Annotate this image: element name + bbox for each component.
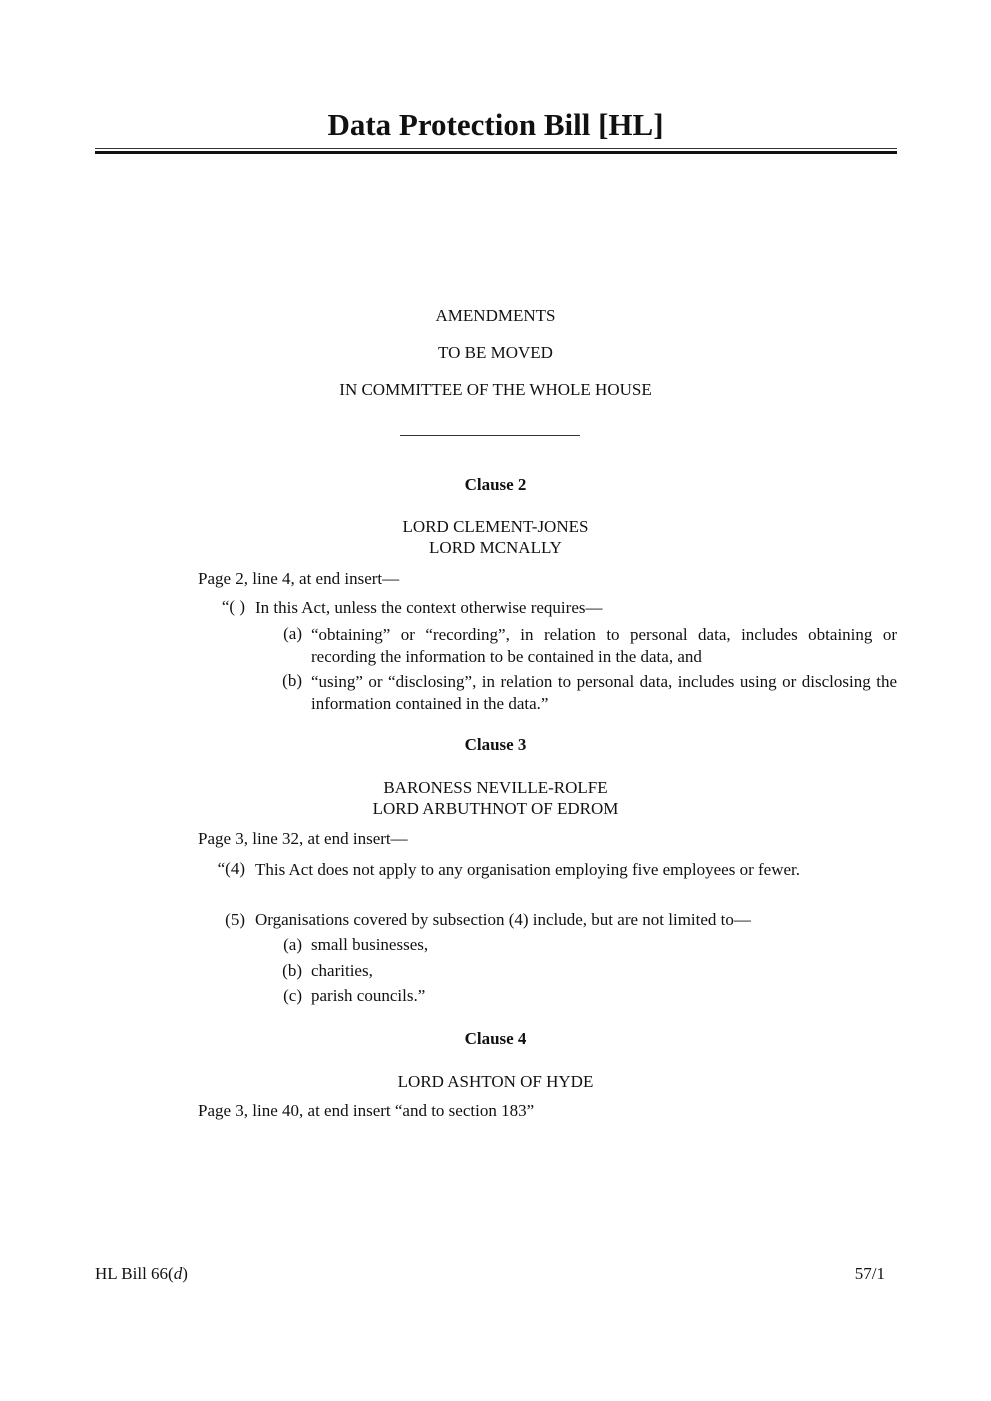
clause-heading: Clause 3: [464, 735, 527, 754]
clause-heading: Clause 4: [464, 1029, 527, 1048]
sponsor-name: LORD MCNALLY: [429, 538, 562, 557]
title-rule-thick: [95, 151, 897, 154]
page-reference: 57/1: [854, 1264, 885, 1283]
sponsor-name: LORD ARBUTHNOT OF EDROM: [372, 799, 619, 818]
item-label: (b): [282, 671, 302, 690]
clause-heading: Clause 2: [464, 475, 527, 494]
bill-number: [95, 1264, 188, 1284]
item-text: “using” or “disclosing”, in relation to personal data, includes using or disclosing the information contained in the data.”: [311, 672, 897, 713]
subsection-label: “( ): [221, 597, 245, 616]
item-text: charities,: [311, 961, 373, 980]
subsection-label: “(4): [217, 859, 245, 878]
item-label: (a): [283, 624, 302, 643]
subsection-label: (5): [225, 910, 245, 929]
subsection-text: In this Act, unless the context otherwise requires—: [255, 598, 603, 617]
item-text: “obtaining” or “recording”, in relation to personal data, includes obtaining or recording the information to be contained in the data, and: [311, 625, 897, 666]
sponsor-name: LORD ASHTON OF HYDE: [397, 1072, 594, 1091]
subsection-text: Organisations covered by subsection (4) include, but are not limited to—: [255, 910, 751, 929]
bill-letter: d: [173, 1264, 183, 1283]
amendment-location: Page 2, line 4, at end insert—: [198, 569, 400, 588]
heading-line-2: TO BE MOVED: [438, 343, 553, 362]
item-label: (c): [283, 986, 302, 1005]
item-label: (b): [282, 961, 302, 980]
item-text: parish councils.”: [311, 986, 426, 1005]
title-rule-thin: [95, 148, 897, 149]
document-title: Data Protection Bill [HL]: [327, 107, 664, 142]
item-label: (a): [283, 935, 302, 954]
sponsor-name: BARONESS NEVILLE-ROLFE: [383, 778, 608, 797]
bill-suffix: ): [182, 1264, 188, 1283]
item-text: small businesses,: [311, 935, 429, 954]
sponsor-name: LORD CLEMENT-JONES: [402, 517, 589, 536]
amendment-location: Page 3, line 32, at end insert—: [198, 829, 408, 848]
bill-prefix: HL Bill 66(: [95, 1264, 174, 1283]
heading-line-1: AMENDMENTS: [435, 306, 556, 325]
heading-divider: [400, 435, 580, 436]
subsection-text: This Act does not apply to any organisation employing five employees or fewer.: [255, 860, 800, 879]
amendment-location: Page 3, line 40, at end insert “and to section 183”: [198, 1101, 535, 1120]
heading-line-3: IN COMMITTEE OF THE WHOLE HOUSE: [339, 380, 652, 399]
